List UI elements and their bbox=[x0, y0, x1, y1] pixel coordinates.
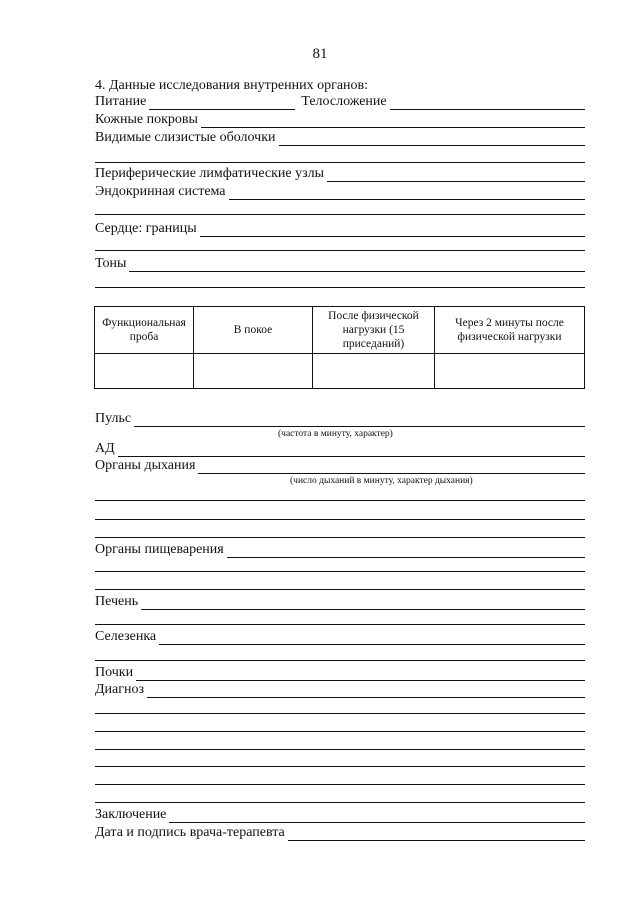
tones-extra-line[interactable] bbox=[95, 287, 585, 288]
skin-row bbox=[95, 112, 585, 128]
digestive-field[interactable] bbox=[227, 544, 585, 558]
heart-extra-line[interactable] bbox=[95, 250, 585, 251]
respiratory-label: Органы дыхания bbox=[95, 458, 196, 473]
build-field[interactable] bbox=[390, 96, 585, 110]
kidneys-label: Почки bbox=[95, 665, 134, 680]
skin-field[interactable] bbox=[201, 114, 585, 128]
diagnosis-extra-line[interactable] bbox=[95, 802, 585, 803]
table-cell[interactable] bbox=[435, 354, 585, 389]
pulse-caption: (частота в минуту, характер) bbox=[278, 429, 393, 439]
table-cell[interactable] bbox=[313, 354, 435, 389]
endocrine-extra-line[interactable] bbox=[95, 214, 585, 215]
spleen-row bbox=[95, 629, 585, 645]
tones-label: Тоны bbox=[95, 256, 127, 271]
table-cell[interactable] bbox=[194, 354, 313, 389]
heart-row bbox=[95, 221, 585, 237]
kidneys-field[interactable] bbox=[136, 667, 585, 681]
table-header-cell: В покое bbox=[194, 307, 313, 354]
mucosa-field[interactable] bbox=[279, 132, 586, 146]
diagnosis-extra-line[interactable] bbox=[95, 749, 585, 750]
mucosa-row bbox=[95, 130, 585, 146]
bp-row bbox=[95, 441, 585, 457]
liver-extra-line[interactable] bbox=[95, 624, 585, 625]
functional-test-table bbox=[94, 306, 585, 389]
table-header-cell: Через 2 минуты после физической нагрузки bbox=[435, 307, 585, 354]
table-cell[interactable] bbox=[95, 354, 194, 389]
diagnosis-extra-line[interactable] bbox=[95, 784, 585, 785]
page-number: 81 bbox=[312, 46, 328, 62]
lymph-label: Периферические лимфатические узлы bbox=[95, 166, 325, 181]
heart-label: Сердце: границы bbox=[95, 221, 197, 236]
diagnosis-extra-line[interactable] bbox=[95, 766, 585, 767]
diagnosis-extra-line[interactable] bbox=[95, 731, 585, 732]
table-header-cell: После физической нагрузки (15 приседаний) bbox=[313, 307, 435, 354]
pulse-row bbox=[95, 411, 585, 427]
table-header-row bbox=[95, 307, 585, 354]
mucosa-label: Видимые слизистые оболочки bbox=[95, 130, 276, 145]
nutrition-field[interactable] bbox=[149, 96, 295, 110]
spleen-field[interactable] bbox=[159, 631, 585, 645]
signature-label: Дата и подпись врача-терапевта bbox=[95, 825, 285, 840]
nutrition-label: Питание bbox=[95, 94, 147, 109]
diagnosis-extra-line[interactable] bbox=[95, 713, 585, 714]
conclusion-label: Заключение bbox=[95, 807, 167, 822]
skin-label: Кожные покровы bbox=[95, 112, 198, 127]
table-header-cell: Функциональная проба bbox=[95, 307, 194, 354]
diagnosis-row bbox=[95, 682, 585, 698]
signature-field[interactable] bbox=[288, 827, 585, 841]
liver-field[interactable] bbox=[141, 596, 585, 610]
pulse-field[interactable] bbox=[134, 413, 585, 427]
signature-row bbox=[95, 825, 585, 841]
endocrine-row bbox=[95, 184, 585, 200]
digestive-extra-line[interactable] bbox=[95, 571, 585, 572]
digestive-label: Органы пищеварения bbox=[95, 542, 224, 557]
digestive-row bbox=[95, 542, 585, 558]
digestive-extra-line[interactable] bbox=[95, 589, 585, 590]
tones-row bbox=[95, 256, 585, 272]
lymph-row bbox=[95, 166, 585, 182]
build-label: Телосложение bbox=[301, 94, 387, 109]
kidneys-row bbox=[95, 665, 585, 681]
respiratory-extra-line[interactable] bbox=[95, 519, 585, 520]
endocrine-field[interactable] bbox=[229, 186, 585, 200]
nutrition-build-row bbox=[95, 94, 585, 110]
liver-row bbox=[95, 594, 585, 610]
bp-field[interactable] bbox=[118, 443, 585, 457]
respiratory-row bbox=[95, 458, 585, 474]
mucosa-extra-line[interactable] bbox=[95, 162, 585, 163]
spleen-extra-line[interactable] bbox=[95, 660, 585, 661]
spleen-label: Селезенка bbox=[95, 629, 157, 644]
table-row bbox=[95, 354, 585, 389]
respiratory-extra-line[interactable] bbox=[95, 500, 585, 501]
diagnosis-field[interactable] bbox=[147, 684, 585, 698]
bp-label: АД bbox=[95, 441, 115, 456]
endocrine-label: Эндокринная система bbox=[95, 184, 226, 199]
pulse-label: Пульс bbox=[95, 411, 132, 426]
heart-field[interactable] bbox=[200, 223, 585, 237]
respiratory-caption: (число дыханий в минуту, характер дыхания) bbox=[290, 476, 473, 486]
diagnosis-label: Диагноз bbox=[95, 682, 145, 697]
liver-label: Печень bbox=[95, 594, 139, 609]
section-title: 4. Данные исследования внутренних органов: bbox=[95, 78, 369, 93]
lymph-field[interactable] bbox=[327, 168, 585, 182]
respiratory-field[interactable] bbox=[198, 460, 585, 474]
respiratory-extra-line[interactable] bbox=[95, 537, 585, 538]
conclusion-field[interactable] bbox=[169, 809, 585, 823]
tones-field[interactable] bbox=[129, 258, 585, 272]
conclusion-row bbox=[95, 807, 585, 823]
